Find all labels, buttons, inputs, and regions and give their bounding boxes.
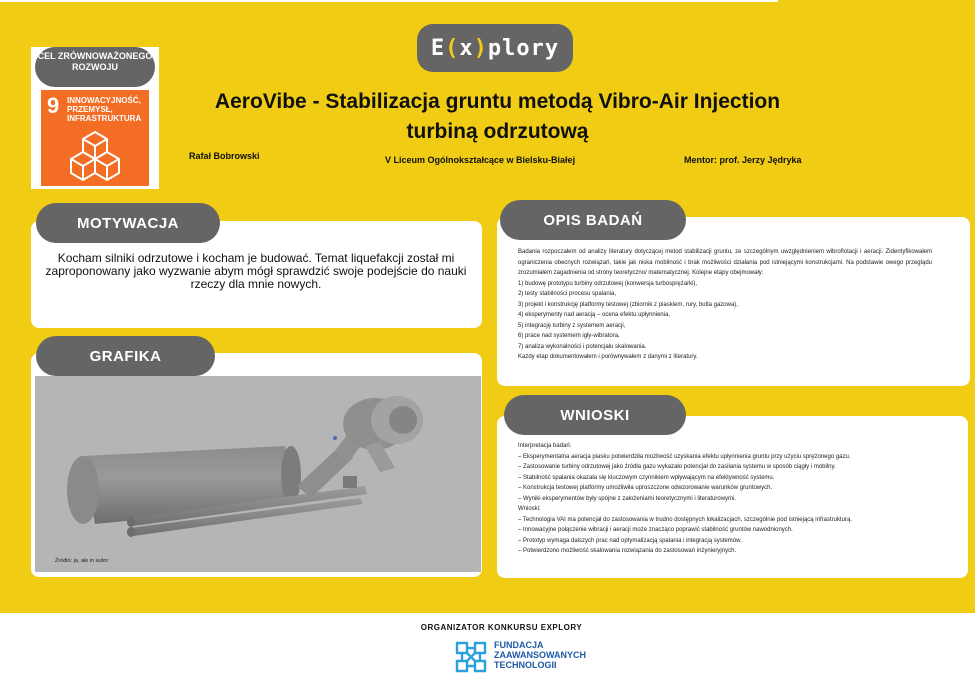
wnioski-line: – Technologia VAI ma potencjał do zastosowania w trudno dostępnych lokalizacjach, szczególnie pod istniejącą infrastrukturą. [518,516,852,523]
wnioski-line: – Wyniki eksperymentów były spójne z założeniami teoretycznymi i literaturowymi. [518,495,737,502]
sdg-number: 9 [47,93,60,118]
top-divider [0,0,778,2]
fundacja-name [494,640,586,670]
wnioski-heading: WNIOSKI [504,395,686,435]
logo-paren-open: ( [445,35,460,61]
opis-step: 1) budowę prototypu turbiny odrzutowej (konwersja turbosprężarki), [518,280,698,287]
turbine-rendering [35,376,481,572]
opis-step: 5) integrację turbiny z systemem aeracji, [518,322,626,329]
title-line-2: turbiną odrzutową [406,120,589,143]
wnioski-line: – Konstrukcja testowej platformy umożliwiła uproszczone odwzorowanie warunków gruntowych. [518,485,773,491]
fundacja-line-3: TECHNOLOGII [494,660,557,670]
opis-heading: OPIS BADAŃ [500,200,686,240]
opis-paragraph: Badania rozpoczałem od analizy literatury dotyczącej metod stabilizacji gruntu, ze szczególnym uwzględnieniem wibroflotacji i aeracji. Zidentyfikowałem ograniczenia obecnych rozwiązań, takie jak niska mobilność i brak możliwości działania pod istniejącymi konstrukcjami. Na podstawie owego przeglądu zrozumiałem zagadnienia od strony teoretyczno/ matematycznej. Kolejne etapy obejmowały: [518,249,932,276]
wnioski-line: – Innowacyjne połączenie wibracji i aeracji może znacząco poprawić stabilność gruntów nawodnionych. [518,527,793,533]
motywacja-heading: MOTYWACJA [36,203,220,243]
logo-letter-e: E [430,35,446,61]
wnioski-line: – Zastosowanie turbiny odrzutowej jako źródła gazu wykazało potencjał do zasilania systemu w sposób ciągły i mobilny. [518,464,836,470]
opis-step: 4) eksperymenty nad aeracją – ocena efektu upłynnienia, [518,312,671,318]
opis-step: 3) projekt i konstrukcję platformy testowej (zbiornik z piaskiem, rury, butla gazowa), [518,301,738,308]
sdg-label: CEL ZRÓWNOWAŻONEGO ROZWOJU [35,47,155,87]
poster-title [175,87,820,147]
logo-paren-close: ) [473,35,488,61]
opis-step: 2) testy stabilności procesu spalania, [518,291,617,297]
fundacja-line-1: FUNDACJA [494,640,544,650]
wnioski-line: Interpretacja badań: [518,443,572,449]
organizer-label: ORGANIZATOR KONKURSU EXPLORY [420,623,583,632]
fundacja-emblem-icon [454,640,488,674]
wnioski-line: – Prototyp wymaga dalszych prac nad optymalizacją spalania i integracją systemów. [518,537,742,544]
title-line-1: AeroVibe - Stabilizacja gruntu metodą Vibro-Air Injection [214,90,781,113]
opis-text [518,247,932,363]
turbine-render-image [35,376,481,572]
cubes-icon [69,130,121,182]
motywacja-text: Kocham silniki odrzutowe i kocham je budować. Temat liquefakcji został mi zaproponowany jako wyzwanie abym mógł sprawdzić swoje podejście do nauki rzeczy dla mnie nowych. [45,251,467,291]
sdg-goal-tile [41,90,149,186]
logo-letter-x: x [459,35,474,61]
school-name: V Liceum Ogólnokształcące w Bielsku-Białej [385,155,576,165]
fundacja-line-2: ZAAWANSOWANYCH [494,650,586,660]
opis-closing: Każdy etap dokumentowałem i porównywałem z danymi z literatury. [518,354,698,360]
fundacja-logo [454,640,614,676]
opis-step: 6) prace nad systemem igły-wibratora, [518,333,620,339]
opis-step: 7) analiza wykonalności i potencjału skalowania. [518,343,647,350]
sdg-goal-text: INNOWACYJNOŚĆ, PRZEMYSŁ, INFRASTRUKTURA [67,96,142,123]
explory-logo [417,24,573,72]
sdg-badge [31,47,159,189]
wnioski-line: Wnioski: [518,506,541,512]
wnioski-line: – Stabilność spalania okazała się kluczowym czynnikiem wpływającym na efektywność systemu. [518,474,775,481]
wnioski-line: – Potwierdzono możliwość skalowania rozwiązania do zastosowań inżynieryjnych. [518,548,737,554]
image-source-caption: Źródło: ja, ale in autor [55,558,109,564]
wnioski-line: – Eksperymentalna aeracja piasku potwierdziła możliwość uzyskania efektu upłynnienia gruntu przy użyciu sprężonego gazu. [518,453,851,460]
wnioski-text [518,441,932,557]
grafika-heading: GRAFIKA [36,336,215,376]
author-name: Rafał Bobrowski [189,151,260,161]
mentor-name: Mentor: prof. Jerzy Jędryka [684,155,802,165]
logo-letters-plory: plory [487,35,560,61]
